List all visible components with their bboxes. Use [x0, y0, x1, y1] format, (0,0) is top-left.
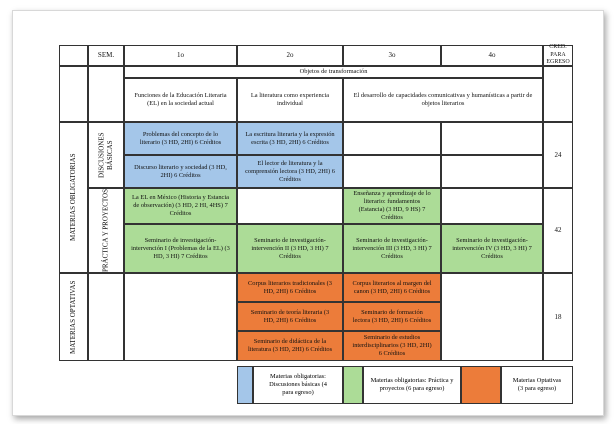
legend-label-discusiones: Materias obligatorias: Discusiones básicas (4 para egreso): [253, 366, 343, 404]
credits-discusiones: 24: [543, 122, 573, 188]
course-ensenanza: Enseñanza y aprendizaje de lo literario: fundamentos (Estancia) (3 HD, 9 HS) 7 Créditos: [343, 188, 441, 224]
sem-label: SEM.: [88, 45, 124, 66]
group-discusiones: DISCUSIONES BÁSICAS: [88, 122, 124, 188]
empty-cell: [441, 122, 543, 155]
course-problemas: Problemas del concepto de lo literario (3 HD, 2HI) 6 Créditos: [124, 122, 237, 155]
empty-cell: [237, 188, 343, 224]
course-formacion: Seminario de formación lectora (3 HD, 2HI) 6 Créditos: [343, 302, 441, 331]
credits-blank-top: [543, 66, 573, 122]
legend-swatch-optativas: [461, 366, 501, 404]
empty-cell: [124, 273, 237, 361]
empty-cell: [343, 155, 441, 188]
objects-title: Objetos de transformación: [124, 66, 543, 78]
course-seminario-4: Seminario de investigación-intervención IV (3 HD, 3 HI) 7 Créditos: [441, 224, 543, 273]
course-seminario-3: Seminario de investigación-intervención III (3 HD, 3 HI) 7 Créditos: [343, 224, 441, 273]
empty-cell: [441, 188, 543, 224]
empty-cell: [343, 122, 441, 155]
course-lector: El lector de literatura y la comprensión lectora (3 HD, 2HI) 6 Créditos: [237, 155, 343, 188]
course-el-mexico: La EL en México (Historia y Estancia de observación) (3 HD, 2 HI, 4HS) 7 Créditos: [124, 188, 237, 224]
legend-label-optativas: Materias Optativas (3 para egreso): [501, 366, 573, 404]
object-2: La literatura como experiencia individual: [237, 78, 343, 122]
curriculum-sheet: [12, 10, 604, 416]
empty-cell: [441, 273, 543, 361]
course-corpus-tradicionales: Corpus literarios tradicionales (3 HD, 2HI) 6 Créditos: [237, 273, 343, 302]
object-3: El desarrollo de capacidades comunicativas y humanísticas a partir de objetos literarios: [343, 78, 543, 122]
course-estudios: Seminario de estudios interdisciplinarios (3 HD, 2HI) 6 Créditos: [343, 331, 441, 361]
credits-header: CRED. PARA EGRESO: [543, 45, 573, 66]
legend-label-practica: Materias obligatorias: Práctica y proyectos (6 para egreso): [363, 366, 461, 404]
course-escritura: La escritura literaria y la expresión escrita (3 HD, 2HI) 6 Créditos: [237, 122, 343, 155]
course-discurso: Discurso literario y sociedad (3 HD, 2HI) 6 Créditos: [124, 155, 237, 188]
sem-blank-optativas: [88, 273, 124, 361]
credits-practica: 42: [543, 188, 573, 273]
group-obligatorias: MATERIAS OBLIGATORIAS: [59, 122, 88, 273]
object-1: Funciones de la Educación Literaria (EL) en la sociedad actual: [124, 78, 237, 122]
empty-cell: [441, 155, 543, 188]
course-seminario-2: Seminario de investigación-intervención II (3 HD, 3 HI) 7 Créditos: [237, 224, 343, 273]
semester-1-header: 1o: [124, 45, 237, 66]
semester-2-header: 2o: [237, 45, 343, 66]
sem-blank: [88, 66, 124, 122]
semester-3-header: 3o: [343, 45, 441, 66]
corner-cell: [59, 45, 88, 66]
credits-optativas: 18: [543, 273, 573, 361]
left-blank: [59, 66, 88, 122]
group-optativas: MATERIAS OPTATIVAS: [59, 273, 88, 361]
group-practica: PRÁCTICA Y PROYECTOS: [88, 188, 124, 273]
course-teoria: Seminario de teoría literaria (3 HD, 2HI) 6 Créditos: [237, 302, 343, 331]
course-corpus-margen: Corpus literarios al margen del canon (3 HD, 2HI) 6 Créditos: [343, 273, 441, 302]
course-didactica: Seminario de didáctica de la literatura (3 HD, 2HI) 6 Créditos: [237, 331, 343, 361]
legend-swatch-practica: [343, 366, 363, 404]
semester-4-header: 4o: [441, 45, 543, 66]
course-seminario-1: Seminario de investigación-intervención I (Problemas de la EL) (3 HD, 3 HI) 7 Créditos: [124, 224, 237, 273]
legend-swatch-discusiones: [237, 366, 253, 404]
